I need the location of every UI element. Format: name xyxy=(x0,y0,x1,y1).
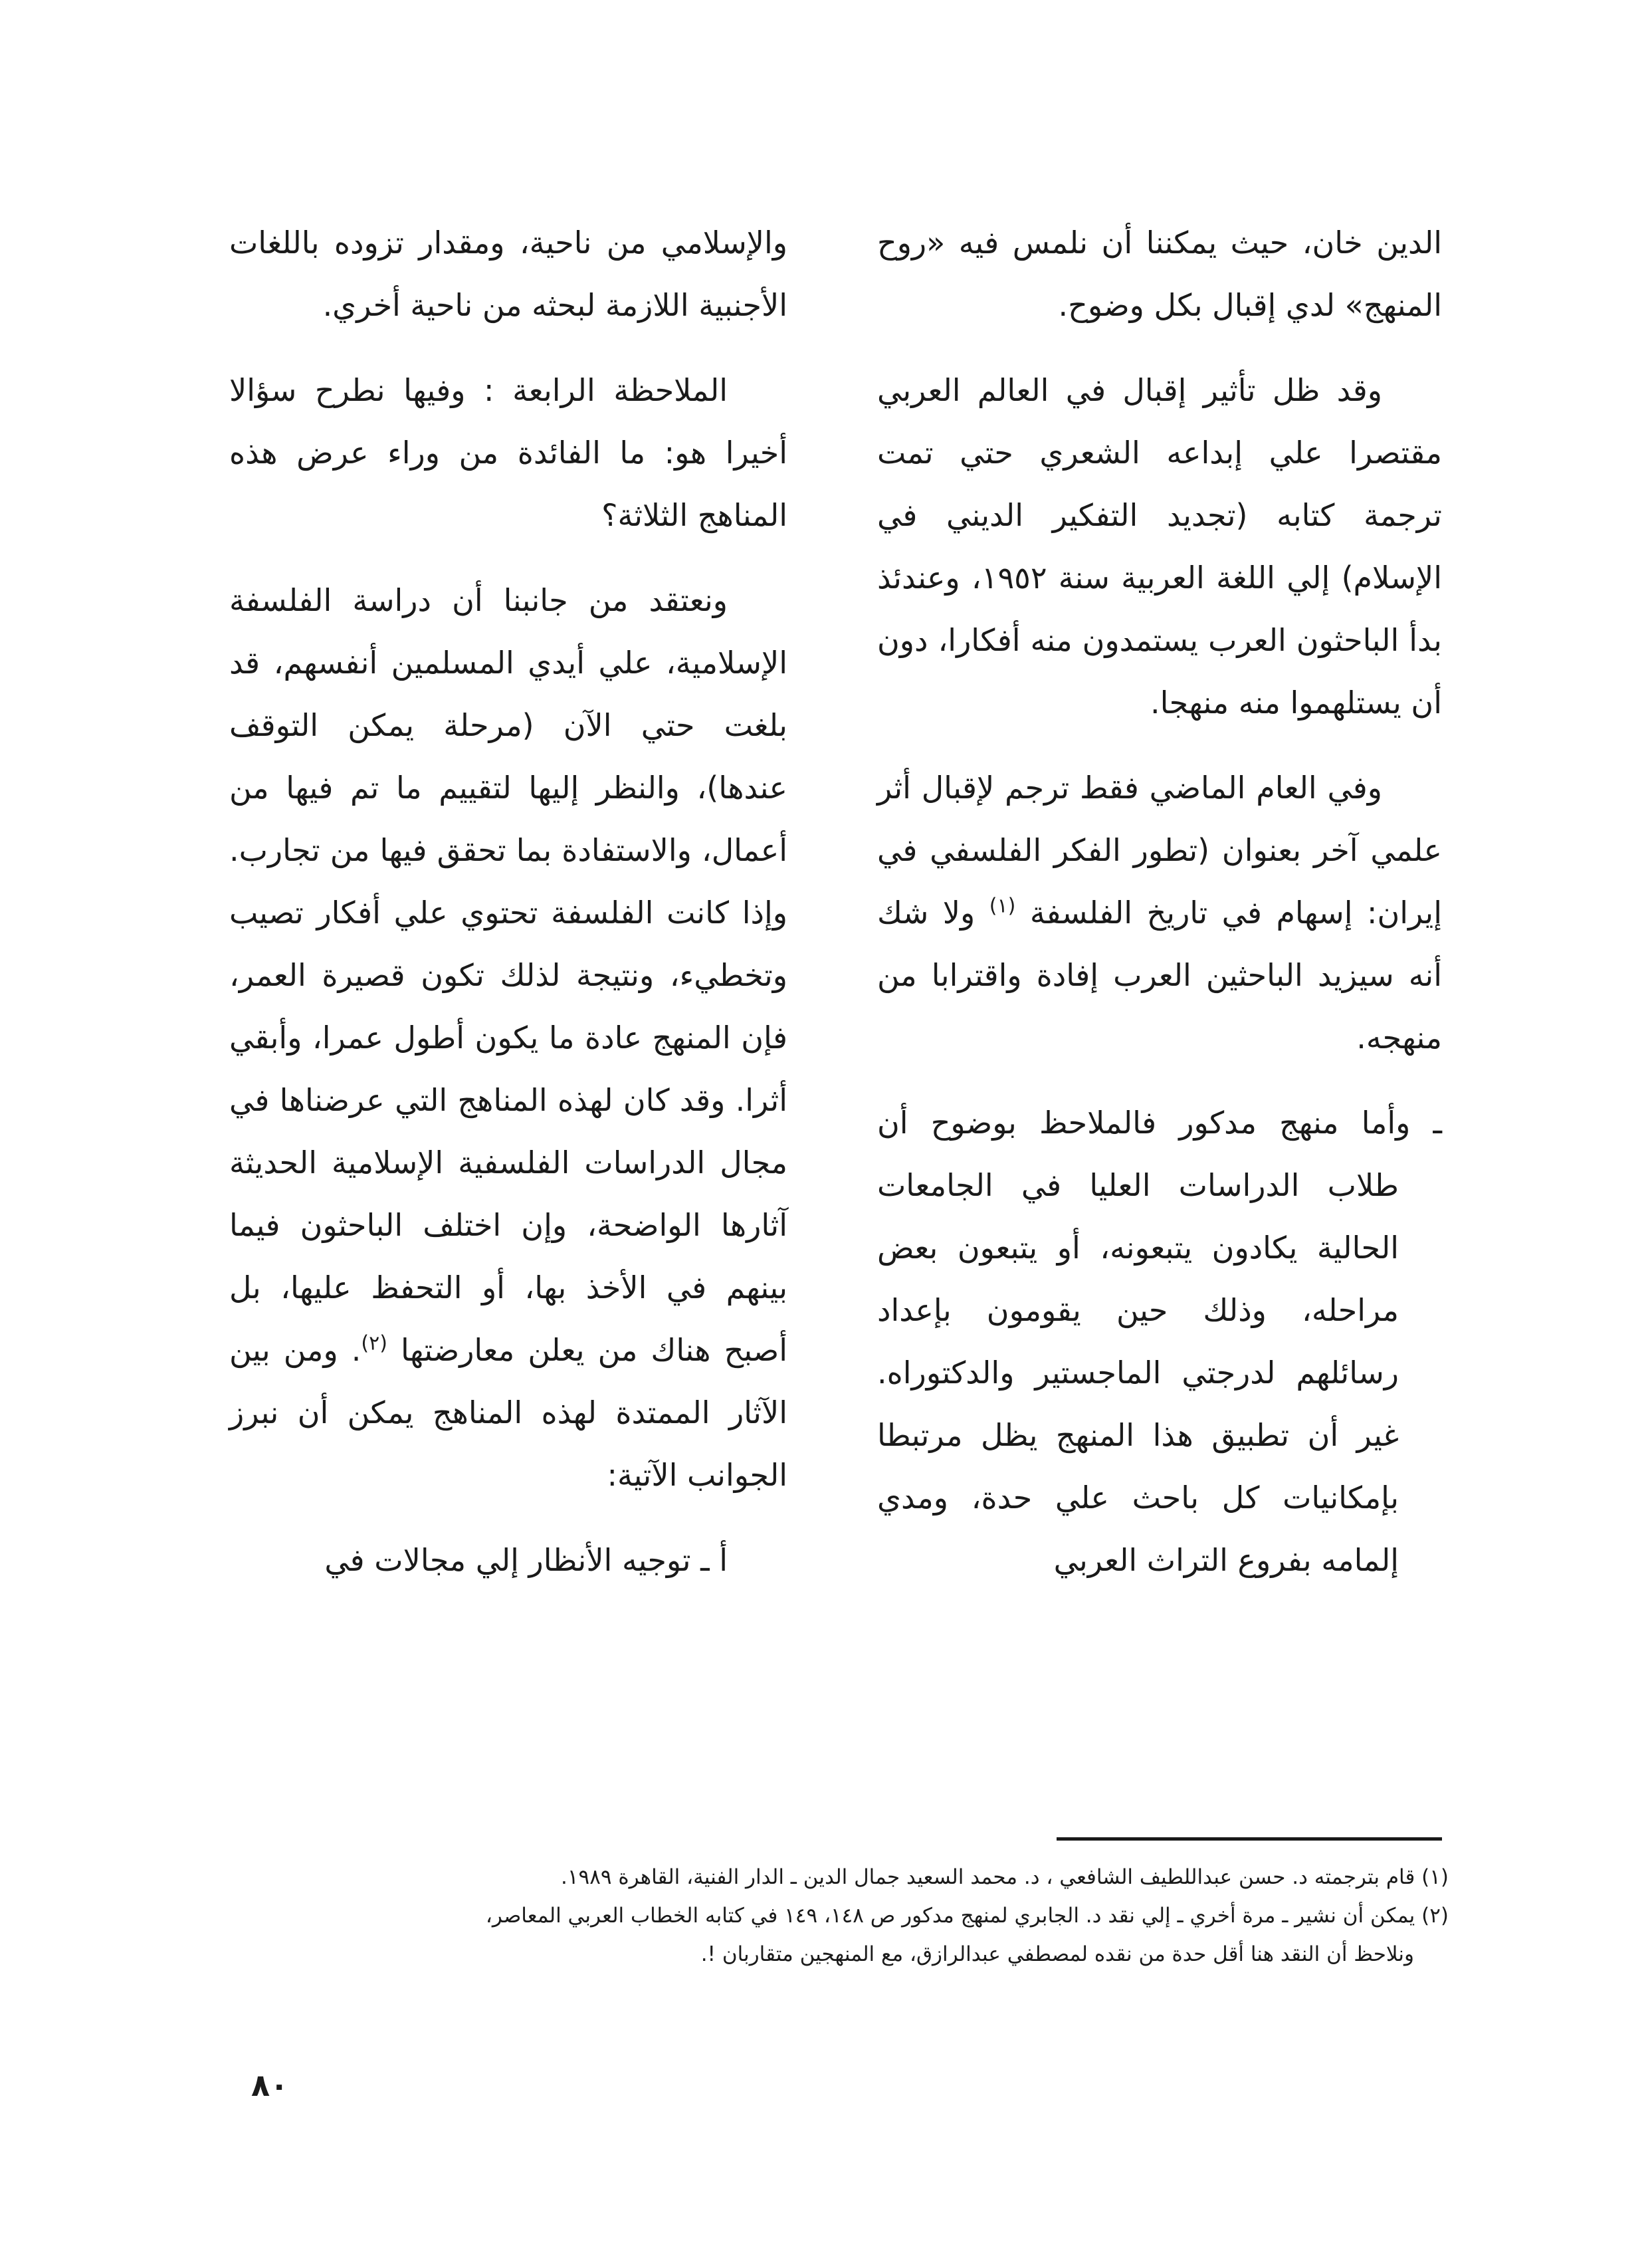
paragraph xyxy=(877,1091,1442,1591)
paragraph: الملاحظة الرابعة : وفيها نطرح سؤالا أخيرا هو: ما الفائدة من وراء عرض هذه المناهج الثلاثة؟ xyxy=(229,372,787,533)
right-text-column xyxy=(877,211,1442,1614)
paragraph-with-footnote-ref xyxy=(877,756,1442,1069)
footnote-1: (١) قام بترجمته د. حسن عبداللطيف الشافعي ، د. محمد السعيد جمال الدين ـ الدار الفنية، القاهرة ١٩٨٩. xyxy=(561,1865,1449,1889)
paragraph: الدين خان، حيث يمكننا أن نلمس فيه «روح المنهج» لدي إقبال بكل وضوح. xyxy=(877,225,1442,323)
footnote-2: (٢) يمكن أن نشير ـ مرة أخري ـ إلي نقد د. الجابري لمنهج مدكور ص ١٤٨، ١٤٩ في كتابه الخطاب العربي المعاصر، xyxy=(485,1904,1449,1928)
footnote-ref-1: (١) xyxy=(989,894,1016,918)
paragraph-with-footnote-ref xyxy=(229,569,787,1506)
footnotes xyxy=(372,1858,1449,1974)
paragraph-text: . ومن بين الآثار الممتدة لهذه المناهج يمكن أن نبرز الجوانب الآتية: xyxy=(229,1332,787,1493)
left-text-column xyxy=(229,211,787,1614)
paragraph-text: ـ وأما منهج مدكور فالملاحظ بوضوح أن طلاب الدراسات العليا في الجامعات الحالية يكادون يتبعونه، أو يتبعون بعض مراحله، وذلك حين يقومون بإعداد رسائلهم لدرجتي الماجستير والدكتوراه. غير أن تطبيق هذا المنهج يظل مرتبطا بإمكانيات كل باحث علي حدة، ومدي إلمامه بفروع التراث العربي xyxy=(877,1105,1442,1578)
footnote-ref-2: (٢) xyxy=(361,1331,387,1355)
footnote-separator xyxy=(1057,1837,1442,1841)
paragraph: أ ـ توجيه الأنظار إلي مجالات في xyxy=(324,1542,728,1578)
paragraph-text: ونعتقد من جانبنا أن دراسة الفلسفة الإسلامية، علي أيدي المسلمين أنفسهم، قد بلغت حتي الآن (مرحلة يمكن التوقف عندها)، والنظر إليها لتقييم ما تم فيها من أعمال، والاستفادة بما تحقق فيها من تجارب. وإذا كانت الفلسفة تحتوي علي أفكار تصيب وتخطيء، ونتيجة لذلك تكون قصيرة العمر، فإن المنهج عادة ما يكون أطول عمرا، وأبقي أثرا. وقد كان لهذه المناهج التي عرضناها في مجال الدراسات الفلسفية الإسلامية الحديثة آثارها الواضحة، وإن اختلف الباحثون فيما بينهم في الأخذ بها، أو التحفظ عليها، بل أصبح هناك من يعلن معارضتها xyxy=(229,582,787,1368)
paragraph-text: ولا شك أنه سيزيد الباحثين العرب إفادة واقترابا من منهجه. xyxy=(877,895,1442,1056)
page-number: ٨٠ xyxy=(251,2067,289,2103)
paragraph-text: وفي العام الماضي فقط ترجم لإقبال أثر علمي آخر بعنوان (تطور الفكر الفلسفي في إيران: إسهام في تاريخ الفلسفة xyxy=(877,770,1442,931)
footnote-2-continuation: ونلاحظ أن النقد هنا أقل حدة من نقده لمصطفي عبدالرازق، مع المنهجين متقاربان !. xyxy=(700,1942,1414,1966)
paragraph: والإسلامي من ناحية، ومقدار تزوده باللغات الأجنبية اللازمة لبحثه من ناحية أخري. xyxy=(229,225,787,323)
paragraph: وقد ظل تأثير إقبال في العالم العربي مقتصرا علي إبداعه الشعري حتي تمت ترجمة كتابه (تجديد التفكير الديني في الإسلام) إلي اللغة العربية سنة ١٩٥٢، وعندئذ بدأ الباحثون العرب يستمدون منه أفكارا، دون أن يستلهموا منه منهجا. xyxy=(877,372,1443,721)
